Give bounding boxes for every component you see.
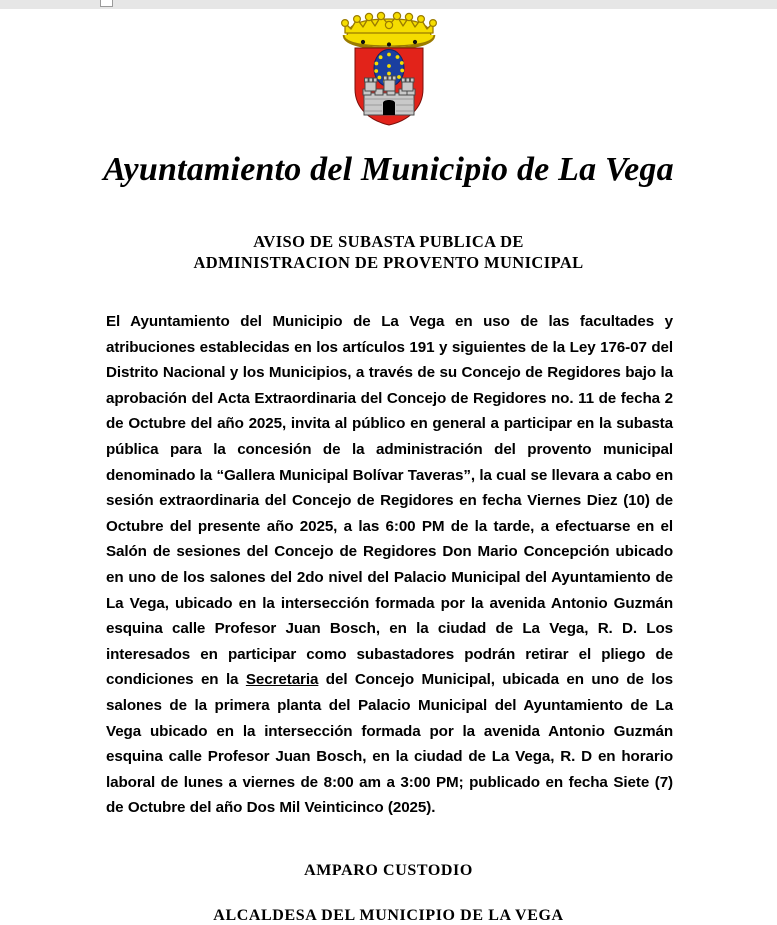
crest-container [0,9,777,134]
viewer-top-strip [0,0,777,9]
page-resize-handle[interactable] [100,0,113,7]
notice-body-part-2: del Concejo Municipal, ubicada en uno de los salones de la primera planta del Palacio Municipal del Ayuntamiento de La Vega ubicado en la intersección formada por la avenida Antonio Guzmán esquina calle Profesor Juan Bosch, en la ciudad de La Vega, R. D en horario laboral de lunes a viernes de 8:00 am a 3:00 PM; publicado en fecha Siete (7) de Octubre del año Dos Mil Veinticinco (2025). [106,671,673,817]
notice-body-part-1: El Ayuntamiento del Municipio de La Vega en uso de las facultades y atribuciones establecidas en los artículos 191 y siguientes de la Ley 176-07 del Distrito Nacional y los Municipios, a través de su Concejo de Regidores bajo la aprobación del Acta Extraordinaria del Concejo de Regidores no. 11 de fecha 2 de Octubre del año 2025, invita al público en general a participar en la subasta pública para la concesión de la administración del provento municipal denominado la “Gallera Municipal Bolívar Taveras”, la cual se llevara a cabo en sesión extraordinaria del Concejo de Regidores en fecha Viernes Diez (10) de Octubre del presente año 2025, a las 6:00 PM de la tarde, a efectuarse en el Salón de sesiones del Concejo de Regidores Don Mario Concepción ubicado en uno de los salones del 2do nivel del Palacio Municipal del Ayuntamiento de La Vega, ubicado en la intersección formada por la avenida Antonio Guzmán esquina calle Profesor Juan Bosch, en la ciudad de La Vega, R. D. Los interesados en participar como subastadores podrán retirar el pliego de condiciones en la [106,313,673,689]
notice-heading-line-1: AVISO DE SUBASTA PUBLICA DE [253,232,524,251]
signatory-name: AMPARO CUSTODIO [304,861,473,879]
notice-body [106,309,673,821]
notice-heading-line-2: ADMINISTRACION DE PROVENTO MUNICIPAL [193,253,584,272]
organization-title: Ayuntamiento del Municipio de La Vega [103,151,674,188]
signature-block [0,862,777,925]
notice-heading [0,231,777,273]
coat-of-arms-icon [329,11,449,129]
signatory-role: ALCALDESA DEL MUNICIPIO DE LA VEGA [213,906,564,924]
document-page [0,9,777,924]
secretaria-link[interactable]: Secretaria [245,671,319,689]
